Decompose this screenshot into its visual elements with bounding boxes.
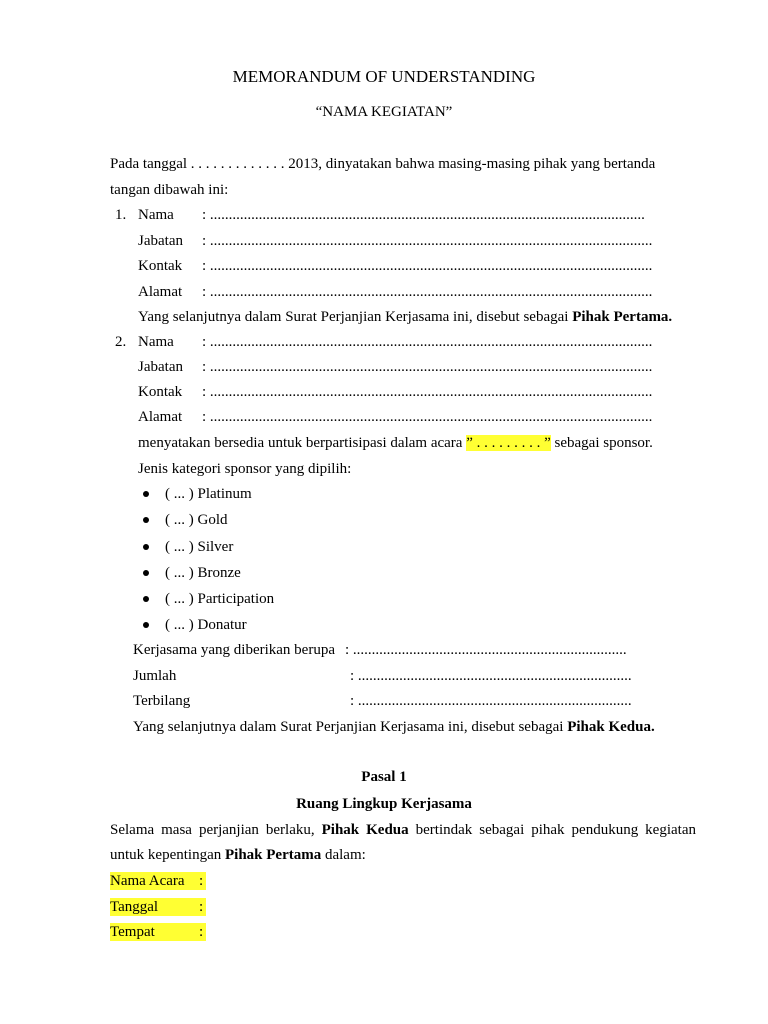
intro-line-2: tangan dibawah ini: [110, 182, 229, 198]
event-field-nama-acara [110, 872, 206, 890]
party1-number: 1. [115, 207, 127, 223]
pasal-number: Pasal 1 [361, 769, 407, 785]
party2-jabatan-label: Jabatan [138, 359, 183, 375]
category-platinum: ( ... ) Platinum [165, 486, 252, 502]
party1-closing-text: Yang selanjutnya dalam Surat Perjanjian Kerjasama ini, disebut sebagai [138, 309, 573, 325]
category-gold: ( ... ) Gold [165, 512, 228, 528]
party1-jabatan-value: : ...................................................................................................................... [202, 233, 653, 249]
bullet-icon [143, 517, 149, 523]
pasal-line-1-a: Selama masa perjanjian berlaku, [110, 822, 322, 838]
category-silver: ( ... ) Silver [165, 539, 234, 555]
terbilang-label: Terbilang [133, 693, 191, 709]
bullet-icon [143, 544, 149, 550]
party2-statement [138, 434, 653, 452]
party2-name-value: : ...................................................................................................................... [202, 334, 653, 350]
pasal-line-2 [110, 846, 366, 864]
party2-number: 2. [115, 334, 127, 350]
party2-alamat-value: : ...................................................................................................................... [202, 409, 653, 425]
sponsor-category-label: Jenis kategori sponsor yang dipilih: [138, 461, 352, 477]
pasal-line-2-bold: Pihak Pertama [224, 847, 322, 863]
party1-alamat-value: : ...................................................................................................................... [202, 284, 653, 300]
party1-kontak-value: : ...................................................................................................................... [202, 258, 653, 274]
party2-kontak-label: Kontak [138, 384, 183, 400]
tanggal-label: Tanggal [110, 899, 159, 915]
category-participation: ( ... ) Participation [165, 591, 275, 607]
party1-kontak-label: Kontak [138, 258, 183, 274]
pasal-line-2-a: untuk kepentingan [110, 847, 225, 863]
party2-closing-text: Yang selanjutnya dalam Surat Perjanjian Kerjasama ini, disebut sebagai [133, 719, 568, 735]
party1-name-label: Nama [138, 207, 174, 223]
tempat-label: Tempat [110, 924, 155, 940]
tempat-colon: : [199, 924, 204, 940]
coop-label: Kerjasama yang diberikan berupa [133, 642, 335, 658]
bullet-icon [143, 596, 149, 602]
intro-line-1: Pada tanggal . . . . . . . . . . . . . 2013, dinyatakan bahwa masing-masing pihak yang bertanda [110, 156, 656, 172]
nama-acara-colon: : [199, 873, 204, 889]
terbilang-value: : ......................................................................... [350, 693, 632, 709]
pasal-line-1-bold: Pihak Kedua [321, 822, 409, 838]
category-donatur: ( ... ) Donatur [165, 617, 247, 633]
party1-jabatan-label: Jabatan [138, 233, 183, 249]
party1-closing [138, 308, 672, 326]
party2-statement-text: menyatakan bersedia untuk berpartisipasi dalam acara [138, 435, 467, 451]
bullet-icon [143, 570, 149, 576]
party2-closing-bold: Pihak Kedua. [567, 719, 655, 735]
pasal-line-1 [110, 821, 696, 839]
page-title: MEMORANDUM OF UNDERSTANDING [232, 67, 536, 86]
coop-value: : ......................................................................... [345, 642, 627, 658]
bullet-icon [143, 622, 149, 628]
pasal-line-2-c: dalam: [321, 847, 366, 863]
event-field-tanggal [110, 898, 206, 916]
jumlah-value: : ......................................................................... [350, 668, 632, 684]
party2-statement-suffix: sebagai sponsor. [550, 435, 653, 451]
category-bronze: ( ... ) Bronze [165, 565, 241, 581]
party1-alamat-label: Alamat [138, 284, 183, 300]
event-name-placeholder: ” . . . . . . . . . ” [466, 435, 551, 451]
party1-closing-bold: Pihak Pertama. [572, 309, 673, 325]
party2-name-label: Nama [138, 334, 174, 350]
event-field-tempat [110, 923, 206, 941]
party2-jabatan-value: : ...................................................................................................................... [202, 359, 653, 375]
jumlah-label: Jumlah [133, 668, 177, 684]
pasal-heading: Ruang Lingkup Kerjasama [296, 796, 472, 812]
party2-alamat-label: Alamat [138, 409, 183, 425]
nama-acara-label: Nama Acara [110, 873, 185, 889]
party2-closing [133, 718, 655, 736]
bullet-icon [143, 491, 149, 497]
page-subtitle: “NAMA KEGIATAN” [315, 104, 453, 120]
pasal-line-1-c: bertindak sebagai pihak pendukung kegiatan [408, 822, 696, 838]
tanggal-colon: : [199, 899, 204, 915]
party2-kontak-value: : ...................................................................................................................... [202, 384, 653, 400]
party1-name-value: : .................................................................................................................... [202, 207, 645, 223]
